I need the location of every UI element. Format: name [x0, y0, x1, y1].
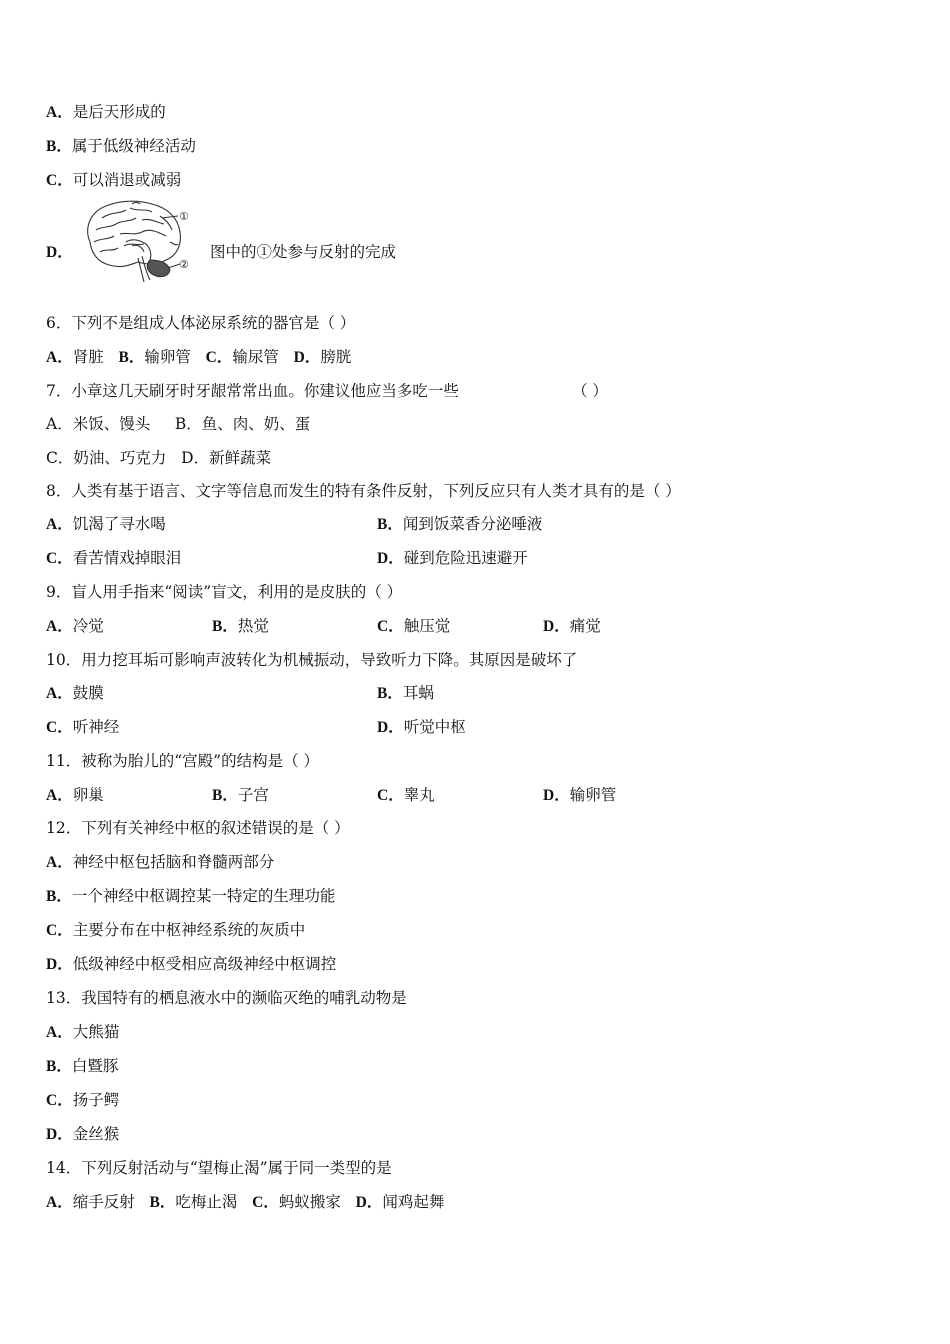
- option-label: D．: [543, 618, 570, 635]
- q7-stem-text: 7．小章这几天刷牙时牙龈常常出血。你建议他应当多吃一些: [46, 382, 459, 400]
- q10-option-d: [377, 717, 466, 738]
- q12-stem: 12．下列有关神经中枢的叙述错误的是（ ）: [46, 819, 350, 837]
- q8-option-a: [46, 515, 166, 533]
- option-text: 低级神经中枢受相应高级神经中枢调控: [72, 955, 337, 973]
- q6-stem: 6．下列不是组成人体泌尿系统的器官是（ ）: [46, 314, 356, 332]
- option-text: 新鲜蔬菜: [209, 449, 272, 467]
- option-label: D．: [543, 787, 570, 804]
- option-text: 是后天形成的: [72, 103, 166, 121]
- option-label: B．: [212, 618, 238, 635]
- q10-option-c: [46, 718, 119, 736]
- option-label: B．: [46, 1058, 72, 1075]
- q5-option-c: [46, 170, 181, 191]
- option-text: 白暨豚: [71, 1057, 119, 1075]
- option-label: B．: [377, 516, 403, 533]
- q11-option-c: [377, 785, 435, 806]
- q13-option-d: [46, 1124, 119, 1145]
- option-label: D．: [293, 349, 321, 366]
- option-label: D．: [181, 449, 210, 467]
- option-label: D．: [355, 1194, 383, 1211]
- q12-option-b: [46, 886, 335, 907]
- q12-option-c: [46, 920, 305, 941]
- option-label: D．: [377, 550, 404, 567]
- option-text: 子宫: [237, 786, 269, 804]
- option-label: C．: [46, 449, 74, 467]
- option-text: 扬子鳄: [72, 1091, 120, 1109]
- option-text: 吃梅止渴: [175, 1193, 238, 1211]
- option-label: B．: [46, 888, 72, 905]
- option-text: 输尿管: [232, 348, 279, 366]
- q9-option-b: [212, 616, 269, 637]
- q5-option-b: [46, 136, 196, 157]
- option-text: 主要分布在中枢神经系统的灰质中: [72, 921, 306, 939]
- q8-stem: 8．人类有基于语言、文字等信息而发生的特有条件反射，下列反应只有人类才具有的是（ ）: [46, 482, 681, 500]
- option-text: 鱼、肉、奶、蛋: [201, 415, 311, 433]
- option-text: 冷觉: [72, 617, 104, 635]
- option-label: C．: [46, 172, 73, 189]
- option-label: A．: [46, 516, 73, 533]
- q9-option-d: [543, 616, 601, 637]
- option-text: 输卵管: [144, 348, 191, 366]
- q12-option-a: [46, 852, 274, 873]
- option-label: C．: [46, 1092, 73, 1109]
- option-text: 金丝猴: [72, 1125, 120, 1143]
- option-label: C．: [46, 922, 73, 939]
- option-text: 膀胱: [320, 348, 352, 366]
- q5-option-d: [46, 242, 73, 263]
- option-text: 看苦情戏掉眼泪: [72, 549, 182, 567]
- q7-options-row2: [46, 448, 271, 468]
- q9-option-c: [377, 616, 450, 637]
- option-text: 蚂蚁搬家: [278, 1193, 341, 1211]
- q14-stem: 14．下列反射活动与“望梅止渴”属于同一类型的是: [46, 1159, 392, 1177]
- q10-option-b: [377, 683, 434, 704]
- q8-option-d: [377, 548, 528, 569]
- q13-option-c: [46, 1090, 119, 1111]
- option-label: B．: [377, 685, 403, 702]
- option-text: 痛觉: [569, 617, 601, 635]
- q9-options: [46, 616, 906, 637]
- brain-diagram: [80, 198, 192, 282]
- option-text: 热觉: [237, 617, 269, 635]
- option-text: 一个神经中枢调控某一特定的生理功能: [71, 887, 336, 905]
- option-text: 卵巢: [72, 786, 104, 804]
- option-text: 缩手反射: [72, 1193, 135, 1211]
- option-label: D．: [46, 956, 73, 973]
- q7-options-row1: [46, 414, 310, 434]
- q10-stem: 10．用力挖耳垢可影响声波转化为机械振动，导致听力下降。其原因是破坏了: [46, 651, 578, 669]
- q10-option-a: [46, 684, 104, 702]
- q9-option-a: [46, 617, 104, 635]
- option-label: A．: [46, 618, 73, 635]
- q7-paren: （ ）: [572, 382, 608, 400]
- option-text: 听觉中枢: [403, 718, 466, 736]
- option-text: 奶油、巧克力: [73, 449, 167, 467]
- option-text: 属于低级神经活动: [71, 137, 196, 155]
- q5-option-d-text: 图中的①处参与反射的完成: [210, 243, 397, 261]
- q5-option-a: [46, 102, 166, 123]
- option-label: B．: [174, 415, 202, 433]
- q7-stem: [46, 381, 459, 401]
- option-text: 可以消退或减弱: [72, 171, 182, 189]
- option-label: D．: [46, 244, 73, 261]
- q14-options: [46, 1192, 444, 1213]
- figure-marker-2: ②: [179, 258, 189, 271]
- option-label: C．: [252, 1194, 279, 1211]
- q9-stem: 9．盲人用手指来“阅读”盲文，利用的是皮肤的（ ）: [46, 583, 403, 601]
- option-label: C．: [377, 787, 404, 804]
- option-label: C．: [205, 349, 233, 366]
- option-label: D．: [46, 1126, 73, 1143]
- q8-option-b: [377, 514, 542, 535]
- q13-option-a: [46, 1022, 119, 1043]
- option-label: C．: [46, 719, 73, 736]
- option-text: 大熊猫: [72, 1023, 120, 1041]
- option-text: 碰到危险迅速避开: [403, 549, 528, 567]
- option-text: 睾丸: [403, 786, 435, 804]
- option-text: 米饭、馒头: [72, 415, 151, 433]
- option-label: A．: [46, 1194, 73, 1211]
- q10-options-row2: [46, 717, 906, 738]
- q12-option-d: [46, 954, 336, 975]
- q11-option-a: [46, 786, 104, 804]
- option-label: A．: [46, 787, 73, 804]
- q13-stem: 13．我国特有的栖息液水中的濒临灭绝的哺乳动物是: [46, 989, 407, 1007]
- option-text: 听神经: [72, 718, 120, 736]
- option-label: A．: [46, 685, 73, 702]
- option-text: 闻到饭菜香分泌唾液: [402, 515, 543, 533]
- q8-options-row1: [46, 514, 906, 535]
- q8-option-c: [46, 549, 181, 567]
- figure-marker-1: ①: [179, 210, 189, 223]
- q8-options-row2: [46, 548, 906, 569]
- option-text: 闻鸡起舞: [382, 1193, 445, 1211]
- option-text: 触压觉: [403, 617, 451, 635]
- option-label: D．: [377, 719, 404, 736]
- option-label: C．: [46, 550, 73, 567]
- option-label: A．: [46, 104, 73, 121]
- option-text: 肾脏: [72, 348, 104, 366]
- q6-options: [46, 347, 351, 368]
- option-label: B．: [46, 138, 72, 155]
- q10-options-row1: [46, 683, 906, 704]
- option-text: 耳蜗: [402, 684, 434, 702]
- option-label: C．: [377, 618, 404, 635]
- q11-stem: 11．被称为胎儿的“宫殿”的结构是（ ）: [46, 752, 319, 770]
- option-text: 输卵管: [569, 786, 617, 804]
- q13-option-b: [46, 1056, 118, 1077]
- option-text: 鼓膜: [72, 684, 104, 702]
- option-label: A．: [46, 1024, 73, 1041]
- option-label: B．: [212, 787, 238, 804]
- option-label: B．: [118, 349, 145, 366]
- option-label: A．: [46, 854, 73, 871]
- q11-option-b: [212, 785, 269, 806]
- option-label: B．: [149, 1194, 176, 1211]
- option-label: A．: [46, 349, 73, 366]
- q11-options: [46, 785, 906, 806]
- option-text: 神经中枢包括脑和脊髓两部分: [72, 853, 275, 871]
- q11-option-d: [543, 785, 616, 806]
- option-label: A．: [46, 415, 73, 433]
- option-text: 饥渴了寻水喝: [72, 515, 166, 533]
